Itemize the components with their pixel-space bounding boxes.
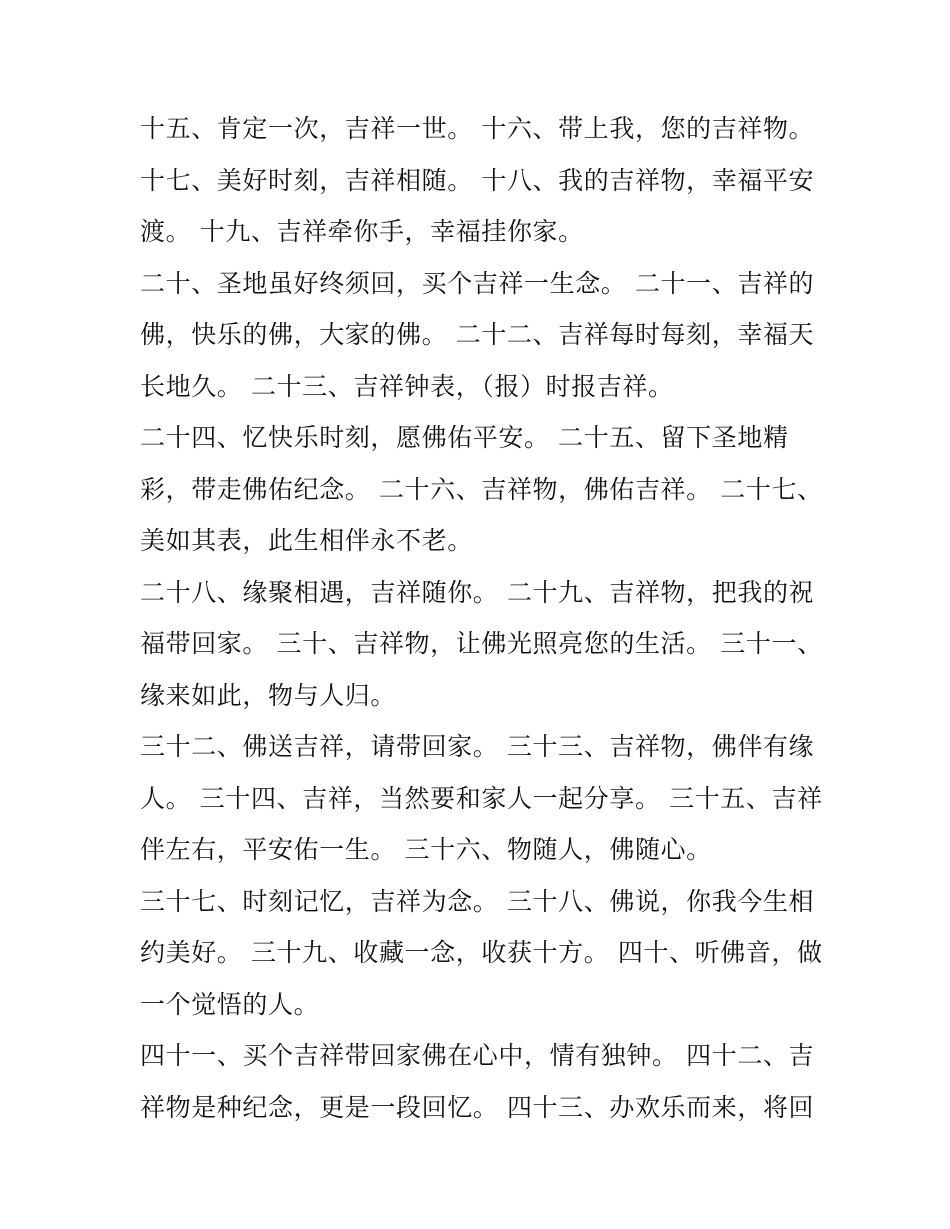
paragraph-1 [140, 103, 820, 155]
text-line: 二十八、缘聚相遇，吉祥随你。 二十九、吉祥物，把我的祝 [140, 577, 815, 607]
paragraph-4 [140, 412, 823, 567]
paragraph-8 [140, 1030, 820, 1133]
paragraph-2 [140, 155, 820, 258]
text-line: 伴左右，平安佑一生。 三十六、物随人，佛随心。 [140, 835, 712, 864]
text-line: 渡。 十九、吉祥牵你手，幸福挂你家。 [140, 217, 584, 246]
text-line: 三十七、时刻记忆，吉祥为念。 三十八、佛说，你我今生相 [140, 886, 815, 916]
text-line: 美如其表，此生相伴永不老。 [140, 526, 473, 555]
text-line: 祥物是种纪念，更是一段回忆。 四十三、办欢乐而来，将回 [140, 1092, 815, 1122]
text-line: 十五、肯定一次，吉祥一世。 十六、带上我，您的吉祥物。 [140, 114, 815, 143]
text-line: 四十一、买个吉祥带回家佛在心中，情有独钟。 四十二、吉 [140, 1041, 815, 1070]
paragraph-7 [140, 876, 823, 1031]
text-line: 二十四、忆快乐时刻，愿佛佑平安。 二十五、留下圣地精 [140, 423, 789, 452]
text-line: 二十、圣地虽好终须回，买个吉祥一生念。 二十一、吉祥的 [140, 268, 815, 298]
text-line: 约美好。 三十九、收藏一念，收获十方。 四十、听佛音，做 [140, 938, 823, 967]
paragraph-3 [140, 258, 820, 413]
text-line: 三十二、佛送吉祥，请带回家。 三十三、吉祥物，佛伴有缘 [140, 732, 815, 761]
document-body [140, 103, 823, 1133]
text-line: 佛，快乐的佛，大家的佛。 二十二、吉祥每时每刻，幸福天 [140, 320, 815, 349]
text-line: 一个觉悟的人。 [140, 989, 320, 1019]
text-line: 彩，带走佛佑纪念。 二十六、吉祥物，佛佑吉祥。 二十七、 [140, 474, 823, 504]
paragraph-5 [140, 567, 823, 722]
text-line: 人。 三十四、吉祥，当然要和家人一起分享。 三十五、吉祥 [140, 783, 823, 813]
text-line: 缘来如此，物与人归。 [140, 680, 397, 710]
paragraph-6 [140, 721, 823, 876]
text-line: 长地久。 二十三、吉祥钟表，（报）时报吉祥。 [140, 371, 674, 401]
text-line: 福带回家。 三十、吉祥物，让佛光照亮您的生活。 三十一、 [140, 629, 823, 658]
text-line: 十七、美好时刻，吉祥相随。 十八、我的吉祥物，幸福平安 [140, 165, 815, 195]
